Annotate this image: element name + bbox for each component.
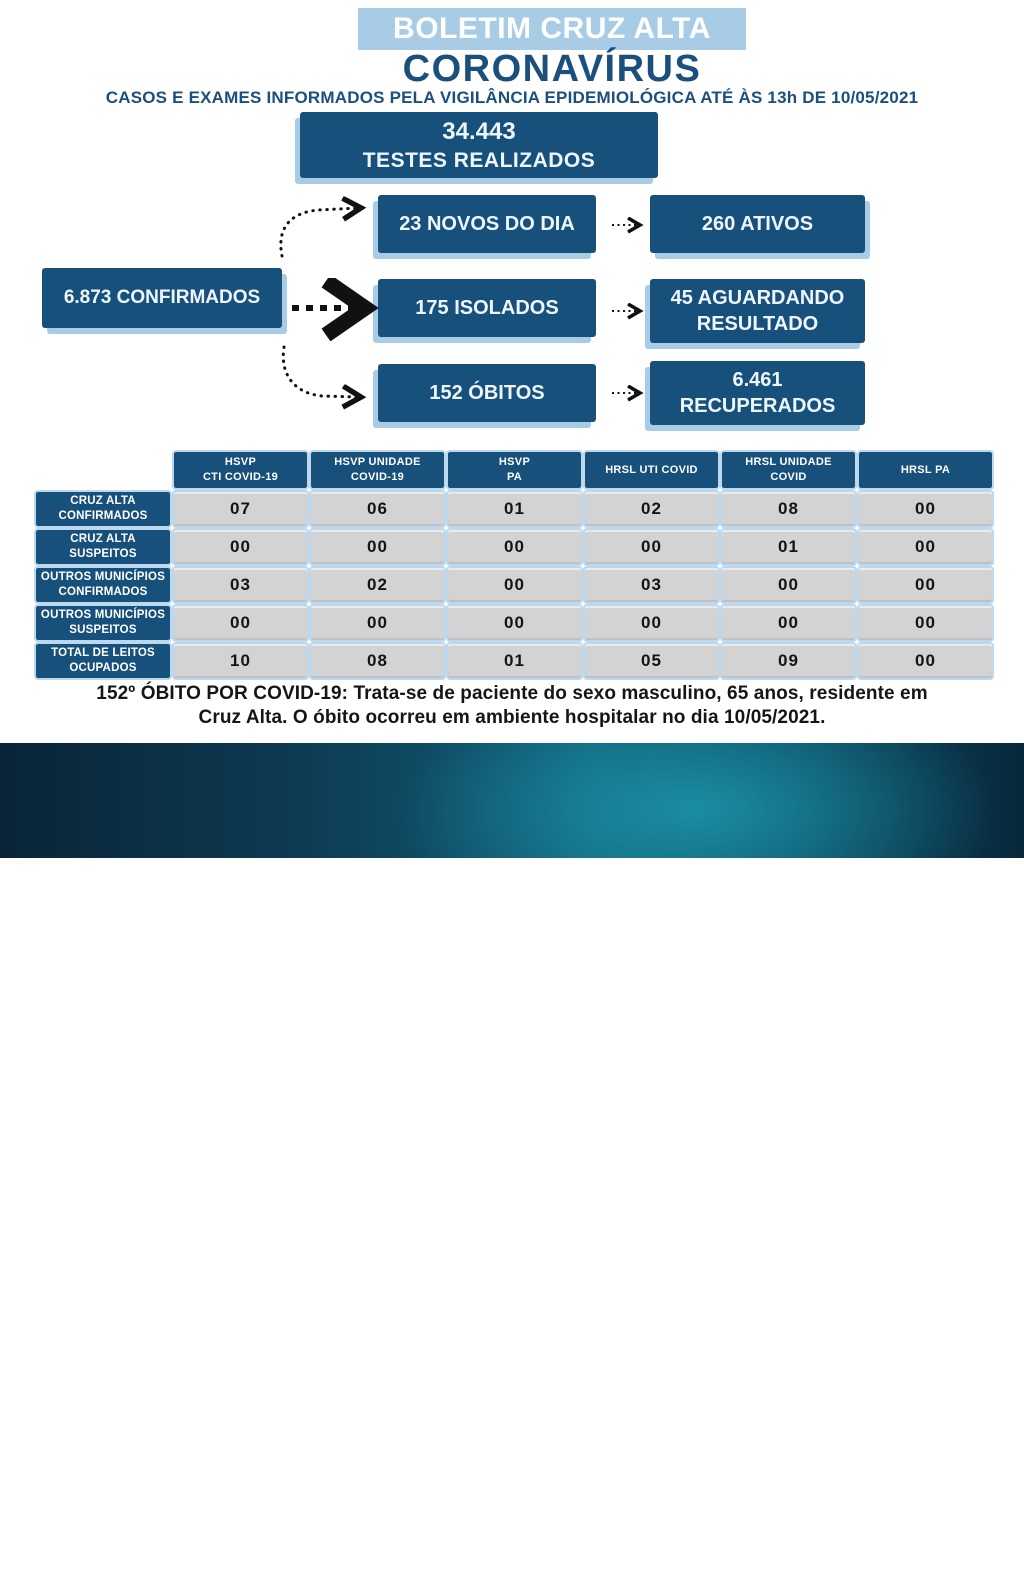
footer-brand-band <box>0 743 1024 1579</box>
table-cell: 00 <box>448 530 581 564</box>
page-subtitle: CASOS E EXAMES INFORMADOS PELA VIGILÂNCIA EPIDEMIOLÓGICA ATÉ ÀS 13h DE 10/05/2021 <box>105 88 919 107</box>
col-header-hsvp-cti: HSVP CTI COVID-19 <box>174 452 307 488</box>
table-cell: 03 <box>174 568 307 602</box>
table-cell: 00 <box>859 530 992 564</box>
brand-name: CRUZ ALTA <box>456 1511 696 1555</box>
row-label-outros-suspeitos: OUTROS MUNICÍPIOS SUSPEITOS <box>36 606 170 640</box>
table-cell: 07 <box>174 492 307 526</box>
table-cell: 00 <box>311 606 444 640</box>
death-announcement-note: 152º ÓBITO POR COVID-19: Trata-se de paciente do sexo masculino, 65 anos, residente em Cruz Alta. O óbito ocorreu em ambiente hospitalar no dia 10/05/2021. <box>96 683 928 729</box>
banner-text: BOLETIM CRUZ ALTA <box>393 12 711 45</box>
cruz-alta-coat-of-arms-icon <box>386 1494 450 1590</box>
col-header-hsvp-unidade: HSVP UNIDADE COVID-19 <box>311 452 444 488</box>
tests-total-box <box>300 112 658 178</box>
brand-subtitle: PREFEITURA <box>456 1560 660 1579</box>
awaiting-result-box: 45 AGUARDANDO RESULTADO <box>650 279 865 343</box>
table-cell: 00 <box>859 568 992 602</box>
table-cell: 00 <box>174 530 307 564</box>
table-cell: 05 <box>585 644 718 678</box>
table-cell: 02 <box>585 492 718 526</box>
col-header-hrsl-pa: HRSL PA <box>859 452 992 488</box>
table-cell: 00 <box>448 606 581 640</box>
brand-text-block <box>456 1513 695 1580</box>
table-cell: 00 <box>311 530 444 564</box>
row-label-cruz-alta-confirmados: CRUZ ALTA CONFIRMADOS <box>36 492 170 526</box>
deaths-box: 152 ÓBITOS <box>378 364 596 422</box>
recovered-box: 6.461 RECUPERADOS <box>650 361 865 425</box>
active-box: 260 ATIVOS <box>650 195 865 253</box>
new-cases-box: 23 NOVOS DO DIA <box>378 195 596 253</box>
table-cell: 08 <box>311 644 444 678</box>
table-cell: 00 <box>722 606 855 640</box>
row-label-cruz-alta-suspeitos: CRUZ ALTA SUSPEITOS <box>36 530 170 564</box>
table-cell: 00 <box>859 492 992 526</box>
table-cell: 01 <box>448 492 581 526</box>
table-cell: 00 <box>174 606 307 640</box>
table-corner-cell <box>36 452 170 488</box>
col-header-hsvp-pa: HSVP PA <box>448 452 581 488</box>
table-cell: 03 <box>585 568 718 602</box>
page-title: CORONAVÍRUS <box>402 48 702 90</box>
table-cell: 01 <box>448 644 581 678</box>
table-cell: 08 <box>722 492 855 526</box>
tests-total-value: 34.443 <box>442 117 516 145</box>
table-cell: 09 <box>722 644 855 678</box>
table-cell: 00 <box>722 568 855 602</box>
col-header-hrsl-unidade: HRSL UNIDADE COVID <box>722 452 855 488</box>
table-cell: 00 <box>859 606 992 640</box>
bulletin-banner <box>358 8 746 50</box>
arrow-confirmed-to-new <box>281 208 358 256</box>
table-cell: 06 <box>311 492 444 526</box>
isolated-box: 175 ISOLADOS <box>378 279 596 337</box>
table-cell: 00 <box>585 606 718 640</box>
hospital-beds-table <box>36 452 992 678</box>
col-header-hrsl-uti: HRSL UTI COVID <box>585 452 718 488</box>
row-label-outros-confirmados: OUTROS MUNICÍPIOS CONFIRMADOS <box>36 568 170 602</box>
table-cell: 00 <box>859 644 992 678</box>
arrow-confirmed-to-deaths <box>283 347 358 397</box>
table-cell: 01 <box>722 530 855 564</box>
tests-total-label: TESTES REALIZADOS <box>362 148 596 172</box>
confirmed-box: 6.873 CONFIRMADOS <box>42 268 282 328</box>
row-label-total-leitos: TOTAL DE LEITOS OCUPADOS <box>36 644 170 678</box>
table-cell: 02 <box>311 568 444 602</box>
table-cell: 10 <box>174 644 307 678</box>
table-cell: 00 <box>585 530 718 564</box>
table-cell: 00 <box>448 568 581 602</box>
